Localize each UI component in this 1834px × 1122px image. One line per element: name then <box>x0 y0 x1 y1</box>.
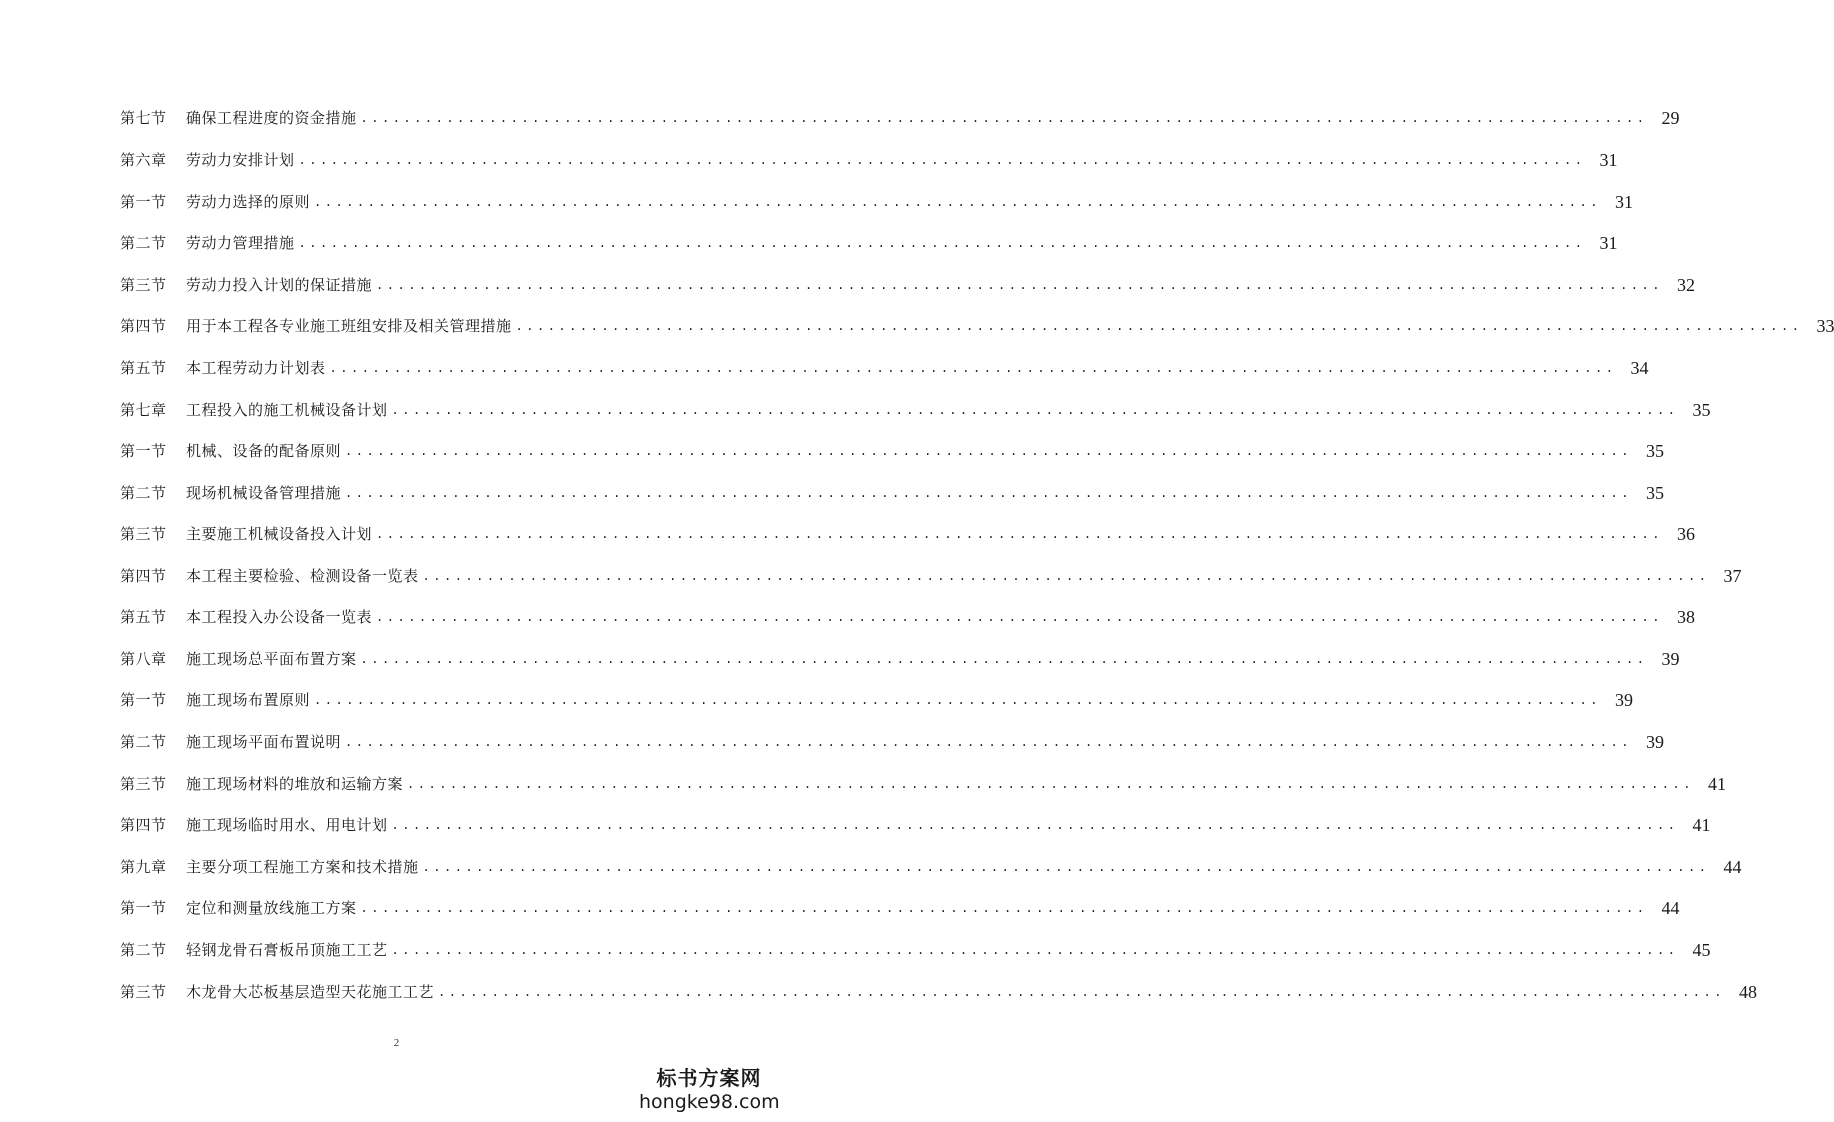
toc-leader-dots: ........................................................................................................................ <box>360 652 1648 666</box>
toc-entry[interactable] <box>120 104 1680 132</box>
toc-leader-dots: ........................................................................................................................ <box>376 610 1663 624</box>
toc-entry-page: 39 <box>1661 649 1680 669</box>
toc-entry-label: 第三节 <box>120 775 167 793</box>
toc-entry-label: 第一节 <box>120 442 167 460</box>
toc-entry-label: 第一节 <box>120 691 167 709</box>
toc-entry-label: 第四节 <box>120 816 167 834</box>
toc-entry-title: 劳动力选择的原则 <box>186 193 311 211</box>
toc-entry[interactable] <box>120 811 1711 839</box>
toc-entry-title: 本工程主要检验、检测设备一览表 <box>186 567 419 585</box>
toc-entry[interactable] <box>120 603 1695 631</box>
toc-entry[interactable] <box>120 520 1695 548</box>
watermark-text-cn: 标书方案网 <box>656 1066 762 1090</box>
toc-leader-dots: ........................................................................................................................ <box>391 403 1679 417</box>
toc-entry-page: 39 <box>1645 732 1664 752</box>
toc-entry[interactable] <box>120 770 1726 798</box>
toc-entry-label: 第二节 <box>120 941 167 959</box>
toc-entry-label: 第五节 <box>120 359 167 377</box>
toc-entry[interactable] <box>120 728 1664 756</box>
toc-entry-page: 48 <box>1738 982 1757 1002</box>
toc-entry-page: 44 <box>1723 857 1742 877</box>
page-number: 2 <box>393 1037 400 1049</box>
toc-leader-dots: ........................................................................................................................ <box>407 777 1694 791</box>
toc-entry-page: 33 <box>1816 316 1834 336</box>
toc-entry-label: 第七节 <box>120 109 167 127</box>
toc-entry-title: 施工现场平面布置说明 <box>186 733 342 751</box>
toc-entry[interactable] <box>120 894 1680 922</box>
watermark-logo <box>639 1066 779 1114</box>
toc-entry[interactable] <box>120 562 1742 590</box>
toc-entry-page: 37 <box>1723 566 1742 586</box>
toc-entry-title: 本工程劳动力计划表 <box>186 359 326 377</box>
toc-entry-page: 36 <box>1676 524 1695 544</box>
toc-entry-page: 41 <box>1707 774 1726 794</box>
toc-leader-dots: ........................................................................................................................ <box>298 236 1586 250</box>
toc-entry-label: 第八章 <box>120 650 167 668</box>
toc-entry-label: 第五节 <box>120 608 167 626</box>
toc-entry-title: 现场机械设备管理措施 <box>186 484 342 502</box>
toc-entry-label: 第一节 <box>120 193 167 211</box>
toc-entry-title: 木龙骨大芯板基层造型天花施工工艺 <box>186 983 435 1001</box>
toc-entry-page: 34 <box>1630 358 1649 378</box>
toc-entry-title: 施工现场材料的堆放和运输方案 <box>186 775 404 793</box>
toc-leader-dots: ........................................................................................................................ <box>391 818 1679 832</box>
toc-leader-dots: ........................................................................................................................ <box>329 361 1617 375</box>
toc-leader-dots: ........................................................................................................................ <box>345 486 1632 500</box>
toc-entry-title: 用于本工程各专业施工班组安排及相关管理措施 <box>186 317 512 335</box>
toc-leader-dots: ........................................................................................................................ <box>376 278 1663 292</box>
toc-entry-page: 44 <box>1661 898 1680 918</box>
toc-entry-title: 工程投入的施工机械设备计划 <box>186 401 388 419</box>
toc-entry[interactable] <box>120 188 1633 216</box>
toc-leader-dots: ........................................................................................................................ <box>345 735 1632 749</box>
toc-entry-title: 主要分项工程施工方案和技术措施 <box>186 858 419 876</box>
toc-entry-page: 45 <box>1692 940 1711 960</box>
toc-leader-dots: ........................................................................................................................ <box>422 860 1710 874</box>
toc-entry-title: 确保工程进度的资金措施 <box>186 109 357 127</box>
toc-entry-label: 第六章 <box>120 151 167 169</box>
toc-entry-title: 劳动力投入计划的保证措施 <box>186 276 373 294</box>
toc-leader-dots: ........................................................................................................................ <box>376 527 1663 541</box>
toc-entry-title: 施工现场布置原则 <box>186 691 311 709</box>
toc-entry-title: 机械、设备的配备原则 <box>186 442 342 460</box>
toc-leader-dots: ........................................................................................................................ <box>360 901 1648 915</box>
toc-entry-label: 第二节 <box>120 234 167 252</box>
toc-entry[interactable] <box>120 479 1664 507</box>
toc-leader-dots: ........................................................................................................................ <box>298 153 1586 167</box>
toc-leader-dots: ........................................................................................................................ <box>345 444 1632 458</box>
toc-entry[interactable] <box>120 686 1633 714</box>
toc-entry-label: 第三节 <box>120 983 167 1001</box>
toc-leader-dots: ........................................................................................................................ <box>314 693 1601 707</box>
toc-entry[interactable] <box>120 354 1649 382</box>
toc-leader-dots: ........................................................................................................................ <box>314 195 1601 209</box>
toc-entry-title: 主要施工机械设备投入计划 <box>186 525 373 543</box>
toc-entry[interactable] <box>120 396 1711 424</box>
toc-entry-page: 29 <box>1661 108 1680 128</box>
toc-entry-page: 41 <box>1692 815 1711 835</box>
toc-entry-page: 32 <box>1676 275 1695 295</box>
toc-entry-page: 31 <box>1614 192 1633 212</box>
toc-entry[interactable] <box>120 853 1742 881</box>
toc-entry-label: 第九章 <box>120 858 167 876</box>
toc-entry-title: 劳动力管理措施 <box>186 234 295 252</box>
toc-entry-title: 轻钢龙骨石膏板吊顶施工工艺 <box>186 941 388 959</box>
toc-entry[interactable] <box>120 271 1695 299</box>
toc-entry[interactable] <box>120 146 1618 174</box>
toc-entry-page: 31 <box>1599 150 1618 170</box>
toc-entry-title: 定位和测量放线施工方案 <box>186 899 357 917</box>
toc-entry-label: 第二节 <box>120 484 167 502</box>
toc-entry-page: 39 <box>1614 690 1633 710</box>
toc-entry-title: 劳动力安排计划 <box>186 151 295 169</box>
toc-entry-title: 本工程投入办公设备一览表 <box>186 608 373 626</box>
toc-entry-page: 31 <box>1599 233 1618 253</box>
watermark-text-en: hongke98.com <box>639 1091 780 1113</box>
toc-leader-dots: ........................................................................................................................ <box>391 943 1679 957</box>
toc-entry-label: 第三节 <box>120 525 167 543</box>
toc-leader-dots: ........................................................................................................................ <box>360 111 1648 125</box>
toc-entry[interactable] <box>120 312 1834 340</box>
toc-leader-dots: ........................................................................................................................ <box>422 569 1710 583</box>
toc-entry[interactable] <box>120 936 1711 964</box>
toc-entry-title: 施工现场临时用水、用电计划 <box>186 816 388 834</box>
toc-entry-title: 施工现场总平面布置方案 <box>186 650 357 668</box>
toc-entry[interactable] <box>120 645 1680 673</box>
toc-entry-label: 第四节 <box>120 317 167 335</box>
toc-entry-label: 第一节 <box>120 899 167 917</box>
toc-leader-dots: ........................................................................................................................ <box>515 319 1803 333</box>
toc-entry[interactable] <box>120 437 1664 465</box>
toc-entry[interactable] <box>120 229 1618 257</box>
toc-entry-page: 35 <box>1692 400 1711 420</box>
toc-entry-page: 35 <box>1645 441 1664 461</box>
toc-entry-page: 35 <box>1645 483 1664 503</box>
toc-entry-label: 第三节 <box>120 276 167 294</box>
toc-entry-page: 38 <box>1676 607 1695 627</box>
toc-leader-dots: ........................................................................................................................ <box>438 985 1725 999</box>
toc-entry-label: 第七章 <box>120 401 167 419</box>
toc-entry-label: 第二节 <box>120 733 167 751</box>
toc-entry-label: 第四节 <box>120 567 167 585</box>
toc-entry[interactable] <box>120 978 1757 1006</box>
